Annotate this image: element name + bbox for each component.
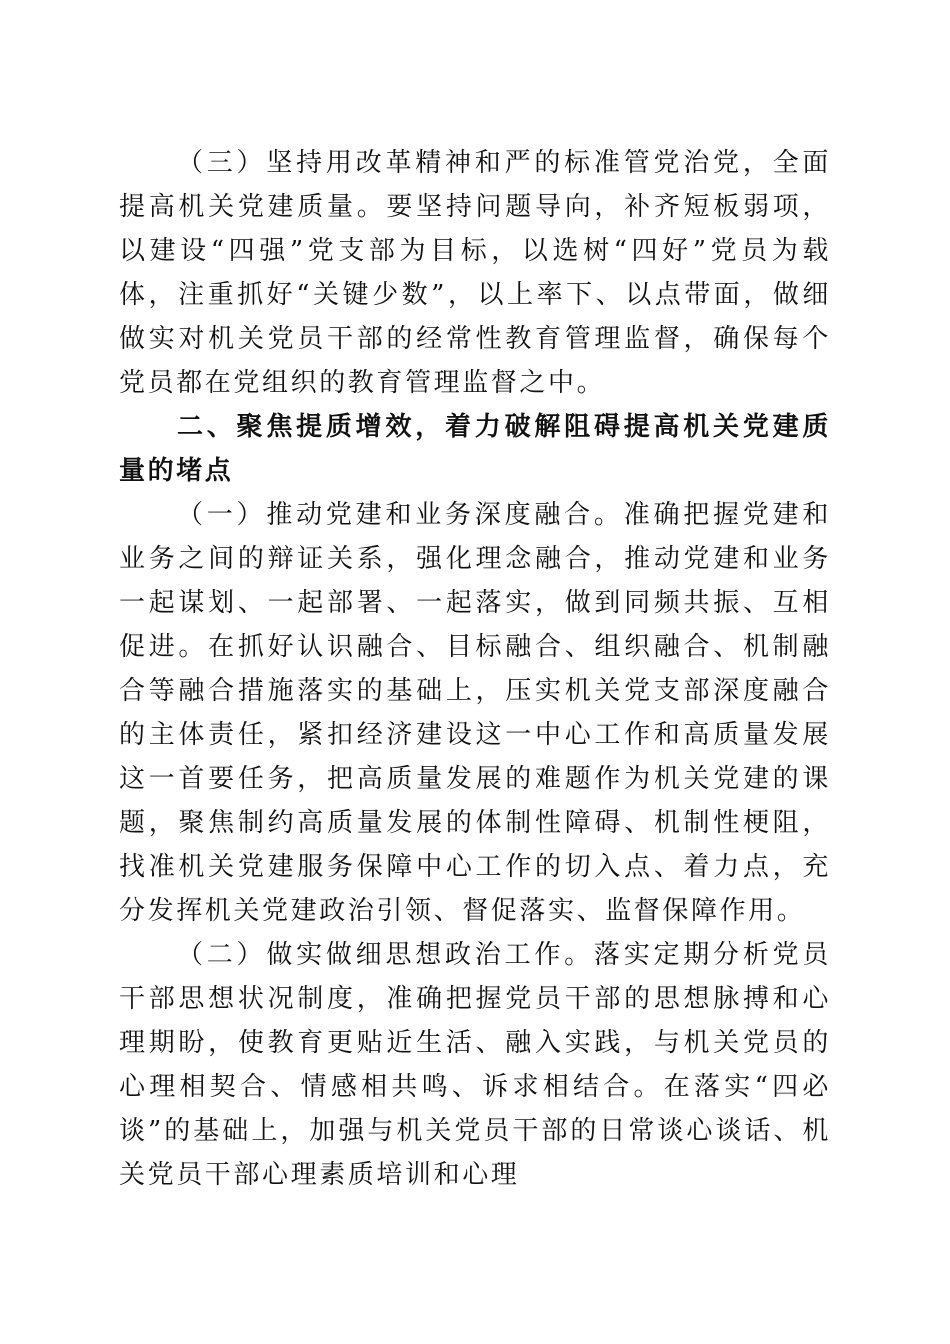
paragraph-3-strengthen-party [119,141,831,405]
paragraph-text: 落实定期分析党员干部思想状况制度，准确把握党员干部的思想脉搏和心理期盼，使教育更贴近生活、融入实践，与机关党员的心理相契合、情感相共鸣、诉求相结合。在落实“四必谈”的基础上，加强与机关党员干部的日常谈心谈话、机关党员干部心理素质培训和心理 [119,940,831,1190]
paragraph-2-ideological-work [119,933,831,1197]
paragraph-text: 要坚持问题导向，补齐短板弱项，以建设“四强”党支部为目标，以选树“四好”党员为载体，注重抓好“关键少数”，以上率下、以点带面，做细做实对机关党员干部的经常性教育管理监督，确保每个党员都在党组织的教育管理监督之中。 [119,192,831,398]
section-heading-2: 二、聚焦提质增效，着力破解阻碍提高机关党建质量的堵点 [119,412,831,486]
paragraph-1-integration [119,493,831,933]
paragraph-lead: （三）坚持用改革精神和严的标准管党治党，全面提高机关党建质量。 [119,148,831,222]
paragraph-text: 准确把握党建和业务之间的辩证关系，强化理念融合，推动党建和业务一起谋划、一起部署、一起落实，做到同频共振、互相促进。在抓好认识融合、目标融合、组织融合、机制融合等融合措施落实的基础上，压实机关党支部深度融合的主体责任，紧扣经济建设这一中心工作和高质量发展这一首要任务，把高质量发展的难题作为机关党建的课题，聚焦制约高质量发展的体制性障碍、机制性梗阻，找准机关党建服务保障中心工作的切入点、着力点，充分发挥机关党建政治引领、督促落实、监督保障作用。 [119,500,831,926]
paragraph-lead: （一）推动党建和业务深度融合。 [177,500,624,530]
document-body [119,141,831,1197]
paragraph-lead: （二）做实做细思想政治工作。 [177,940,594,970]
